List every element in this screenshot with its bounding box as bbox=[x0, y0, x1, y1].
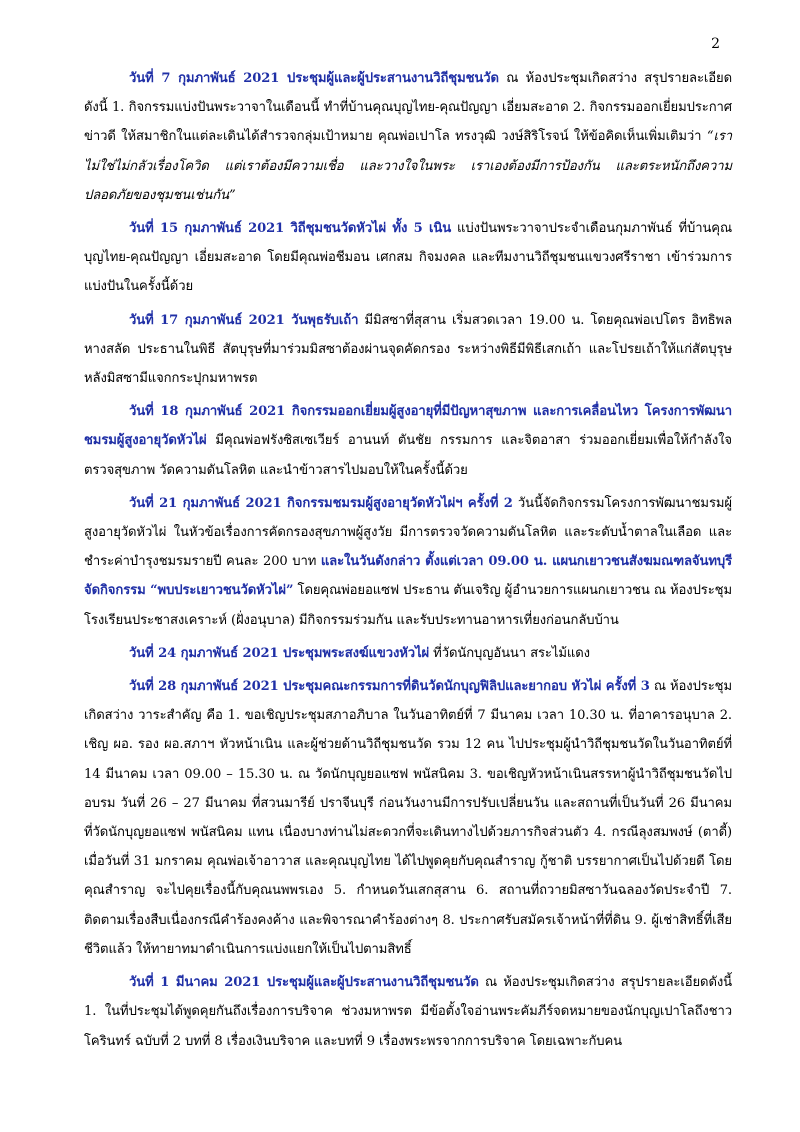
paragraph-feb-24 bbox=[84, 639, 732, 668]
paragraph-text-continued: โดยคุณพ่อยอแซฟ ประธาน ตันเจริญ ผู้อำนวยการแผนกเยาวชน ณ ห้องประชุมโรงเรียนประชาสงเคราะห์ (ฝั่งอนุบาล) มีกิจกรรมร่วมกัน และรับประทานอาหารเที่ยงก่อนกลับบ้าน bbox=[84, 583, 732, 628]
quoted-statement: “เราไม่ใช่ไม่กลัวเรื่องโควิด แต่เราต้องมีความเชื่อ และวางใจในพระ เราเองต้องมีการป้องกัน และตระหนักถึงความปลอดภัยของชุมชนเช่นกัน” bbox=[84, 129, 732, 203]
paragraph-mar-1 bbox=[84, 968, 732, 1056]
paragraph-text: มีคุณพ่อฟรังซิสเซเวียร์ อานนท์ ตันชัย กรรมการ และจิตอาสา ร่วมออกเยี่ยมเพื่อให้กำลังใจ ตรวจสุขภาพ วัดความดันโลหิต และนำข้าวสารไปมอบให้ในครั้งนี้ด้วย bbox=[84, 433, 732, 478]
paragraph-feb-17 bbox=[84, 306, 732, 394]
page-number: 2 bbox=[711, 36, 720, 52]
paragraph-text: แบ่งปันพระวาจาประจำเดือนกุมภาพันธ์ ที่บ้านคุณบุญไทย-คุณปัญญา เอี่ยมสะอาด โดยมีคุณพ่อชีมอน เศกสม กิจมงคล และทีมงานวิถีชุมชนแขวงศรีราชา เข้าร่วมการแบ่งปันในครั้งนี้ด้วย bbox=[84, 221, 732, 295]
paragraph-feb-21 bbox=[84, 489, 732, 635]
paragraph-heading: วันที่ 1 มีนาคม 2021 ประชุมผู้และผู้ประสานงานวิถีชุมชนวัด bbox=[129, 975, 479, 991]
paragraph-heading: วันที่ 17 กุมภาพันธ์ 2021 วันพุธรับเถ้า bbox=[129, 312, 359, 328]
paragraph-feb-15 bbox=[84, 214, 732, 302]
paragraph-text: วันนี้จัดกิจกรรมโครงการพัฒนาชมรมผู้สูงอายุวัดหัวไผ่ ในหัวข้อเรื่องการคัดกรองสุขภาพผู้สูงวัย มีการตรวจวัดความดันโลหิต และระดับน้ำตาลในเลือด และชำระค่าบำรุงชมรมรายปี คนละ 200 บาท bbox=[84, 495, 732, 570]
paragraph-heading: วันที่ 7 กุมภาพันธ์ 2021 ประชุมผู้และผู้ประสานงานวิถีชุมชนวัด bbox=[129, 71, 499, 86]
paragraph-heading: วันที่ 28 กุมภาพันธ์ 2021 ประชุมคณะกรรมการที่ดินวัดนักบุญฟิลิปและยากอบ หัวไผ่ ครั้งที่ 3 bbox=[129, 679, 650, 695]
paragraph-heading: วันที่ 24 กุมภาพันธ์ 2021 ประชุมพระสงฆ์แขวงหัวไผ่ bbox=[129, 645, 430, 661]
paragraph-text: มีมิสซาที่สุสาน เริ่มสวดเวลา 19.00 น. โดยคุณพ่อเปโตร อิทธิพล หางสลัด ประธานในพิธี สัตบุรุษที่มาร่วมมิสซาต้องผ่านจุดคัดกรอง ระหว่างพิธีมีพิธีเสกเถ้า และโปรยเถ้าให้แก่สัตบุรุษ หลังมิสซามีแจกกระปุกมหาพรต bbox=[84, 312, 733, 387]
paragraph-text: ที่วัดนักบุญอันนา สระไม้แดง bbox=[429, 645, 590, 661]
paragraph-subheading: และในวันดังกล่าว ตั้งแต่เวลา 09.00 น. แผนกเยาวชนสังฆมณฑลจันทบุรี จัดกิจกรรม “พบประเยาวชนวัดหัวไผ่” bbox=[84, 554, 732, 599]
paragraph-text: ณ ห้องประชุมเกิดสว่าง สรุปรายละเอียดดังนี้ 1. กิจกรรมแบ่งปันพระวาจาในเดือนนี้ ทำที่บ้านคุณบุญไทย-คุณปัญญา เอี่ยมสะอาด 2. กิจกรรมออกเยี่ยมประกาศข่าวดี ให้สมาชิกในแต่ละเดินได้สำรวจกลุ่มเป้าหมาย คุณพ่อเปาโล ทรงวุฒิ วงษ์สิริโรจน์ ให้ข้อคิดเห็นเพิ่มเติมว่า bbox=[84, 71, 732, 145]
paragraph-feb-7 bbox=[84, 64, 732, 210]
paragraph-heading: วันที่ 21 กุมภาพันธ์ 2021 กิจกรรมชมรมผู้สูงอายุวัดหัวไผ่ฯ ครั้งที่ 2 bbox=[129, 495, 513, 511]
paragraph-text: ณ ห้องประชุมเกิดสว่าง วาระสำคัญ คือ 1. ขอเชิญประชุมสภาอภิบาล ในวันอาทิตย์ที่ 7 มีนาคม เวลา 10.30 น. ที่อาคารอนุบาล 2. เชิญ ผอ. รอง ผอ.สภาฯ หัวหน้าเนิน และผู้ช่วยด้านวิถีชุมชนวัด รวม 12 คน ไปประชุมผู้นำวิถีชุมชนวัดในวันอาทิตย์ที่ 14 มีนาคม เวลา 09.00 – 15.30 น. ณ วัดนักบุญยอแซฟ พนัสนิคม 3. ขอเชิญหัวหน้าเนินสรรหาผู้นำวิถีชุมชนวัดไปอบรม วันที่ 26 – 27 มีนาคม ที่สวนมารีย์ ปราจีนบุรี ก่อนวันงานมีการปรับเปลี่ยนวัน และสถานที่เป็นวันที่ 26 มีนาคม ที่วัดนักบุญยอแซฟ พนัสนิคม แทน เนื่องบางท่านไม่สะดวกที่จะเดินทางไปด้วยภารกิจส่วนตัว 4. กรณีลุงสมพงษ์ (ตาดี้) เมื่อวันที่ 31 มกราคม คุณพ่อเจ้าอาวาส และคุณบุญไทย ได้ไปพูดคุยกับคุณสำราญ กู้ชาติ บรรยากาศเป็นไปด้วยดี โดยคุณสำราญ จะไปคุยเรื่องนี้กับคุณนพพรเอง 5. กำหนดวันเสกสุสาน 6. สถานที่ถวายมิสซาวันฉลองวัดประจำปี 7. ติดตามเรื่องสืบเนื่องกรณีคำร้องคงค้าง และพิจารณาคำร้องต่างๆ 8. ประกาศรับสมัครเจ้าหน้าที่ที่ดิน 9. ผู้เช่าสิทธิ์ที่เสียชีวิตแล้ว ให้ทายาทมาดำเนินการแบ่งแยกให้เป็นไปตามสิทธิ์ bbox=[84, 679, 732, 957]
paragraph-text: ณ ห้องประชุมเกิดสว่าง สรุปรายละเอียดดังนี้ 1. ในที่ประชุมได้พูดคุยกันถึงเรื่องการบริจาค ช่วงมหาพรต มีข้อตั้งใจอ่านพระคัมภีร์จดหมายของนักบุญเปาโลถึงชาวโครินทร์ ฉบับที่ 2 บทที่ 8 เรื่องเงินบริจาค และบทที่ 9 เรื่องพระพรจากการบริจาค โดยเฉพาะกับคน bbox=[84, 975, 733, 1049]
paragraph-heading: วันที่ 18 กุมภาพันธ์ 2021 กิจกรรมออกเยี่ยมผู้สูงอายุที่มีปัญหาสุขภาพ และการเคลื่อนไหว โครงการพัฒนาชมรมผู้สูงอายุวัดหัวไผ่ bbox=[84, 404, 732, 449]
paragraph-feb-28 bbox=[84, 672, 732, 964]
paragraph-feb-18 bbox=[84, 397, 732, 485]
document-body bbox=[84, 64, 732, 1060]
paragraph-heading: วันที่ 15 กุมภาพันธ์ 2021 วิถีชุมชนวัดหัวไผ่ ทั้ง 5 เนิน bbox=[129, 221, 452, 237]
